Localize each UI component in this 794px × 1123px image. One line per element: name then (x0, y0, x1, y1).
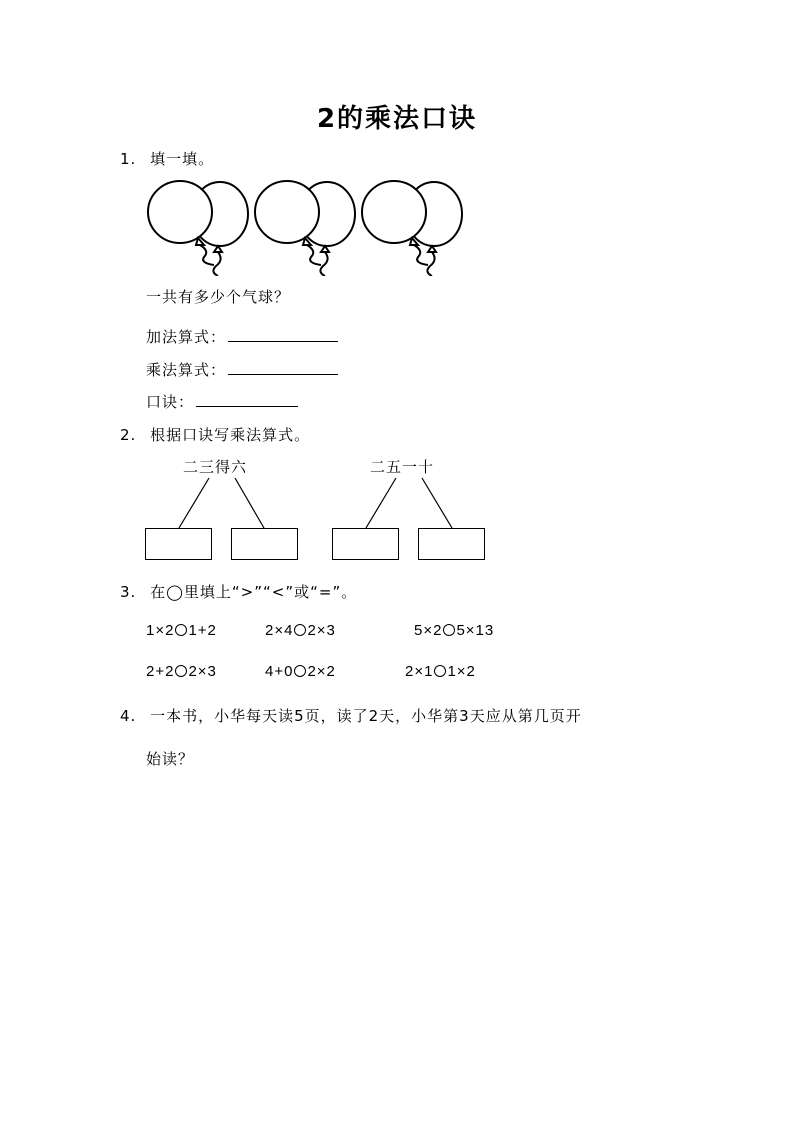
connector-line (422, 478, 452, 528)
question-2-number: 2. (120, 426, 137, 444)
answer-box[interactable] (231, 528, 298, 560)
compare-circle[interactable] (294, 665, 306, 677)
answer-box[interactable] (332, 528, 399, 560)
question-3-text: 在◯里填上“>”“<”或“=”。 (150, 583, 358, 601)
page-title: 2的乘法口诀 (316, 104, 478, 134)
question-4-text-line-1: 一本书，小华每天读5页，读了2天，小华第3天应从第几页开 (150, 707, 582, 725)
compare-circle[interactable] (175, 665, 187, 677)
question-4-text-line-2: 始读？ (146, 750, 195, 768)
compare-circle[interactable] (434, 665, 446, 677)
comparison-item: 2×1 1×2 (405, 663, 476, 680)
connector-line (366, 478, 396, 528)
compare-circle[interactable] (443, 624, 455, 636)
rhyme-label: 口诀： (146, 393, 195, 411)
question-3-heading (120, 581, 357, 602)
connector-line (179, 478, 209, 528)
question-1-number: 1. (120, 150, 137, 168)
connector-line (235, 478, 264, 528)
question-4-number: 4. (120, 707, 137, 725)
comparison-item: 4+0 2×2 (265, 663, 336, 680)
rhyme-phrase-1: 二三得六 (183, 458, 248, 476)
compare-circle[interactable] (294, 624, 306, 636)
question-1-text: 填一填。 (150, 150, 215, 168)
question-2-text: 根据口诀写乘法算式。 (150, 426, 311, 444)
answer-box[interactable] (145, 528, 212, 560)
answer-box[interactable] (418, 528, 485, 560)
comparison-item: 1×2 1+2 (146, 622, 217, 639)
comparison-item: 2+2 2×3 (146, 663, 217, 680)
comparison-item: 5×2 5×13 (414, 622, 495, 639)
question-4-heading (120, 705, 582, 726)
addition-label: 加法算式： (146, 328, 227, 346)
rhyme-phrase-2: 二五一十 (370, 458, 435, 476)
compare-circle[interactable] (175, 624, 187, 636)
question-1-prompt: 一共有多少个气球？ (146, 288, 291, 306)
question-3-number: 3. (120, 583, 137, 601)
multiplication-label: 乘法算式： (146, 361, 227, 379)
comparison-item: 2×4 2×3 (265, 622, 336, 639)
